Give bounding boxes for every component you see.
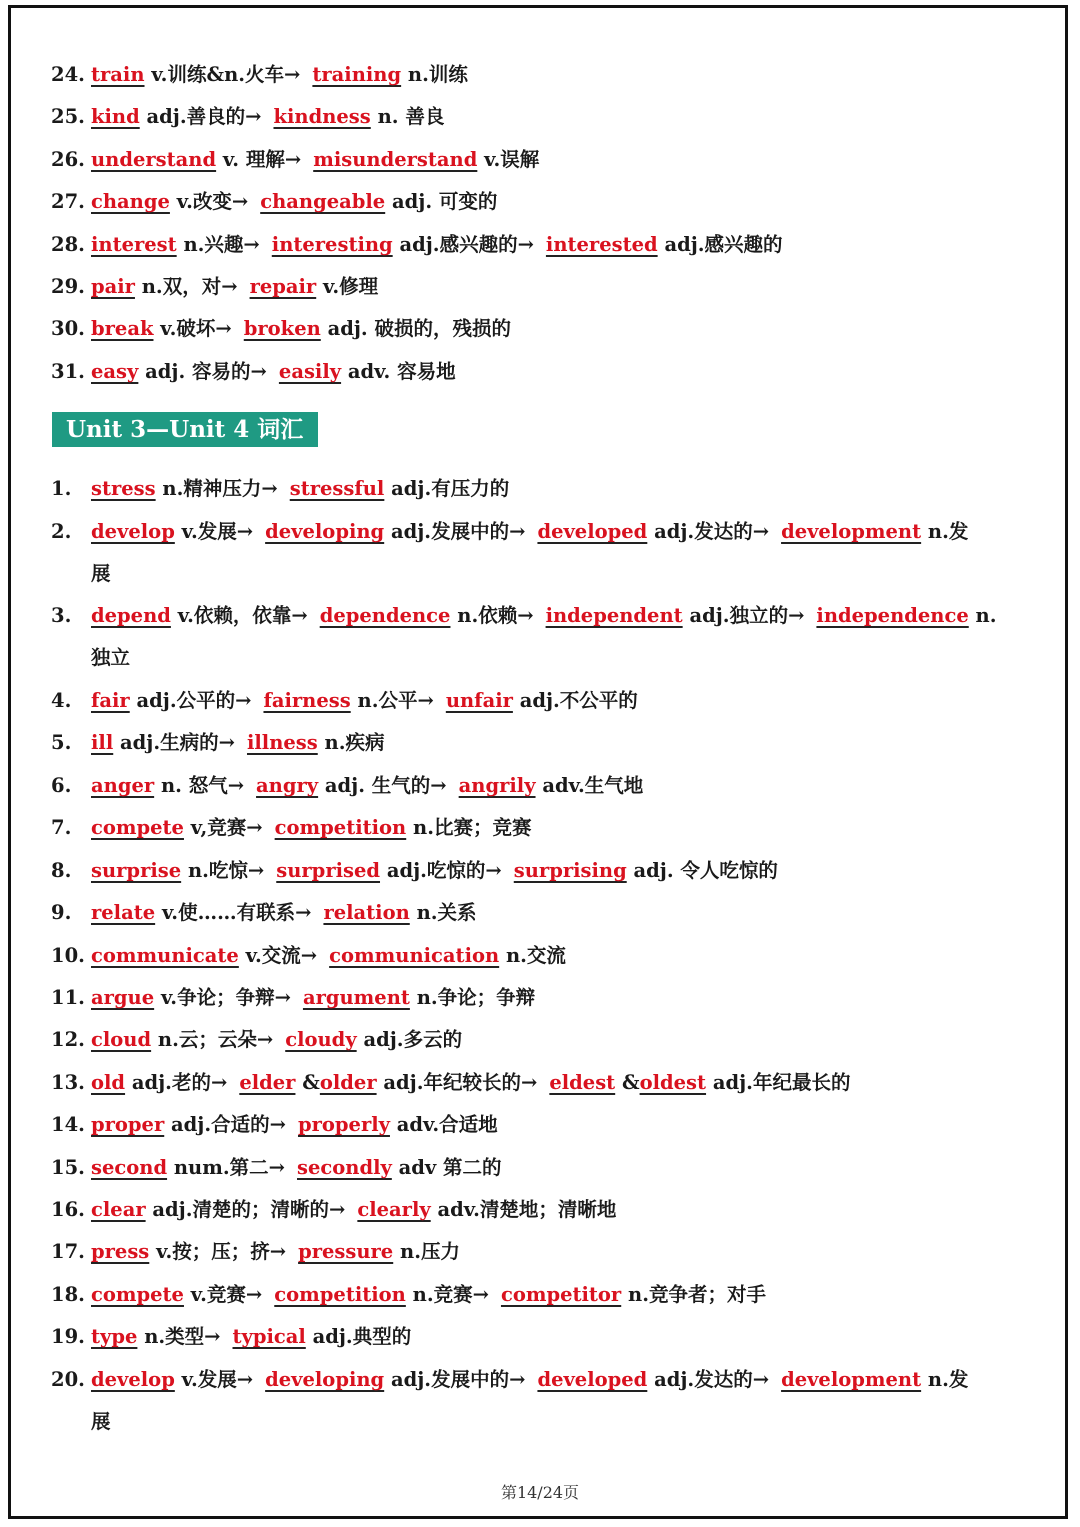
vocab-word: typical (232, 1325, 306, 1348)
vocab-word: train (91, 63, 145, 86)
item-number: 16. (51, 1198, 85, 1221)
word-meaning: adj.发展中的→ (390, 1368, 526, 1391)
vocab-row (51, 815, 1040, 841)
vocab-word: compete (91, 1283, 184, 1306)
vocab-row (51, 62, 1040, 88)
word-meaning: n.压力 (400, 1240, 460, 1263)
vocab-word: developed (537, 520, 648, 543)
word-meaning: adj. 容易的→ (145, 360, 267, 383)
vocab-word: second (91, 1156, 168, 1179)
item-number: 20. (51, 1368, 85, 1391)
vocab-word: oldest (639, 1071, 707, 1094)
vocab-word: kind (91, 105, 140, 128)
word-meaning: n.疾病 (324, 731, 385, 754)
item-number: 7. (51, 816, 72, 839)
vocab-word: developed (537, 1368, 648, 1391)
word-meaning: adj.公平的→ (136, 689, 252, 712)
vocab-word: interesting (271, 233, 393, 256)
vocab-row (51, 1282, 1040, 1308)
item-number: 10. (51, 944, 85, 967)
vocab-row (51, 1027, 1040, 1053)
vocab-row (51, 595, 1040, 679)
vocab-row (51, 1070, 1040, 1096)
vocab-word: elder (239, 1071, 296, 1094)
word-meaning: adj.有压力的 (391, 477, 510, 500)
meaning-continuation: 展 (91, 1410, 111, 1433)
vocab-word: ill (91, 731, 114, 754)
word-meaning: v.依赖，依靠→ (177, 604, 308, 627)
vocab-word: understand (91, 148, 217, 171)
vocab-word: properly (297, 1113, 390, 1136)
word-meaning: n.竞争者；对手 (628, 1283, 766, 1306)
vocab-word: change (91, 190, 170, 213)
vocab-row (51, 1112, 1040, 1138)
word-meaning: v.发展→ (181, 520, 254, 543)
item-number: 15. (51, 1156, 85, 1179)
word-meaning: adj.典型的 (312, 1325, 412, 1348)
word-meaning: n.关系 (416, 901, 477, 924)
word-meaning: adv.清楚地；清晰地 (437, 1198, 617, 1221)
vocab-word: develop (91, 520, 175, 543)
vocab-word: clear (91, 1198, 146, 1221)
vocab-word: misunderstand (313, 148, 478, 171)
vocab-word: independence (816, 604, 969, 627)
word-meaning: n.比赛；竞赛 (413, 816, 532, 839)
vocab-word: angrily (458, 774, 536, 797)
item-number: 13. (51, 1071, 85, 1094)
vocab-word: develop (91, 1368, 175, 1391)
word-meaning: n.交流 (505, 944, 566, 967)
vocab-row (51, 316, 1040, 342)
vocab-word: interested (545, 233, 658, 256)
meaning-continuation: 独立 (91, 646, 131, 669)
vocab-row (51, 476, 1040, 502)
vocab-word: dependence (319, 604, 451, 627)
item-number: 9. (51, 901, 72, 924)
item-number: 3. (51, 604, 72, 627)
item-number: 4. (51, 689, 72, 712)
word-meaning: v.争论；争辩→ (160, 986, 291, 1009)
word-meaning: adv. 容易地 (347, 360, 456, 383)
vocab-row (51, 900, 1040, 926)
word-meaning: v,竞赛→ (190, 816, 263, 839)
section-title: Unit 3—Unit 4 词汇 (66, 416, 304, 443)
word-meaning: adj.老的→ (131, 1071, 228, 1094)
word-meaning: adv 第二的 (398, 1156, 502, 1179)
word-meaning: v.改变→ (176, 190, 249, 213)
item-number: 24. (51, 63, 85, 86)
vocab-word: broken (243, 317, 321, 340)
vocab-word: kindness (273, 105, 371, 128)
vocab-word: developing (265, 1368, 385, 1391)
vocab-word: angry (256, 774, 319, 797)
word-meaning: v.使……有联系→ (161, 901, 312, 924)
vocab-word: compete (91, 816, 184, 839)
vocab-row (51, 1359, 1040, 1443)
page-number: 第14/24页 (500, 1483, 580, 1502)
vocab-word: argue (91, 986, 155, 1009)
word-meaning: num.第二→ (173, 1156, 285, 1179)
vocab-row (51, 1155, 1040, 1181)
vocab-word: argument (302, 986, 410, 1009)
vocab-row (51, 1197, 1040, 1223)
vocab-word: clearly (357, 1198, 431, 1221)
item-number: 1. (51, 477, 72, 500)
word-meaning: n.发 (927, 520, 969, 543)
item-number: 17. (51, 1240, 85, 1263)
vocab-word: relate (91, 901, 156, 924)
item-number: 11. (51, 986, 85, 1009)
word-meaning: adj.发达的→ (654, 520, 770, 543)
vocab-word: easily (278, 360, 342, 383)
vocab-word: cloud (91, 1028, 152, 1051)
word-meaning: adj.感兴趣的 (664, 233, 783, 256)
vocab-word: development (781, 1368, 922, 1391)
word-meaning: adj.生病的→ (120, 731, 235, 754)
word-meaning: adj.年纪较长的→ (383, 1071, 538, 1094)
vocab-word: fair (91, 689, 130, 712)
vocab-row (51, 274, 1040, 300)
word-meaning: n.依赖→ (457, 604, 534, 627)
vocab-row (51, 730, 1040, 756)
vocab-word: stress (91, 477, 156, 500)
word-meaning: adj.合适的→ (171, 1113, 286, 1136)
word-meaning: v.发展→ (181, 1368, 254, 1391)
word-meaning: v.训练&n.火车→ (151, 63, 301, 86)
word-meaning: adv.合适地 (396, 1113, 498, 1136)
vocab-row (51, 189, 1040, 215)
vocab-word: cloudy (285, 1028, 357, 1051)
vocab-word: development (781, 520, 922, 543)
item-number: 27. (51, 190, 85, 213)
vocab-row (51, 858, 1040, 884)
vocab-word: surprise (91, 859, 182, 882)
word-meaning: n.公平→ (357, 689, 434, 712)
vocab-row (51, 943, 1040, 969)
meaning-continuation: 展 (91, 562, 111, 585)
vocab-word: competitor (500, 1283, 622, 1306)
word-meaning: v.交流→ (245, 944, 318, 967)
word-meaning: adj.多云的 (363, 1028, 463, 1051)
word-meaning: n.争论；争辩 (416, 986, 536, 1009)
item-number: 6. (51, 774, 72, 797)
vocab-word: changeable (260, 190, 386, 213)
vocab-word: pressure (298, 1240, 394, 1263)
vocab-word: training (312, 63, 402, 86)
word-meaning: n.竞赛→ (412, 1283, 489, 1306)
vocab-row (51, 985, 1040, 1011)
vocab-word: older (319, 1071, 377, 1094)
vocab-word: anger (91, 774, 155, 797)
item-number: 25. (51, 105, 85, 128)
vocab-word: relation (323, 901, 410, 924)
item-number: 19. (51, 1325, 85, 1348)
word-meaning: n. 善良 (377, 105, 445, 128)
vocab-word: independent (545, 604, 683, 627)
vocab-word: illness (246, 731, 318, 754)
vocab-word: old (91, 1071, 126, 1094)
vocab-word: secondly (297, 1156, 392, 1179)
word-meaning: n.吃惊→ (187, 859, 265, 882)
word-meaning: adj. 生气的→ (324, 774, 447, 797)
item-number: 12. (51, 1028, 85, 1051)
word-meaning: v.破坏→ (160, 317, 232, 340)
vocab-word: competition (274, 1283, 406, 1306)
vocab-word: developing (265, 520, 385, 543)
word-meaning: adj.发达的→ (654, 1368, 770, 1391)
vocab-row (51, 1324, 1040, 1350)
vocab-word: type (91, 1325, 138, 1348)
word-meaning: & (302, 1071, 320, 1094)
word-meaning: v.修理 (323, 275, 379, 298)
section-header (52, 412, 318, 447)
item-number: 30. (51, 317, 85, 340)
item-number: 31. (51, 360, 85, 383)
word-meaning: v.误解 (484, 148, 540, 171)
word-meaning: adj.感兴趣的→ (399, 233, 534, 256)
word-meaning: adj.独立的→ (689, 604, 805, 627)
vocab-row (51, 104, 1040, 130)
vocab-row (51, 359, 1040, 385)
vocab-word: break (91, 317, 154, 340)
word-meaning: n.双，对→ (141, 275, 238, 298)
vocab-word: fairness (263, 689, 351, 712)
item-number: 2. (51, 520, 72, 543)
word-meaning: v. 理解→ (222, 148, 302, 171)
vocab-word: unfair (445, 689, 513, 712)
word-meaning: v.竞赛→ (190, 1283, 263, 1306)
word-meaning: adj.发展中的→ (390, 520, 526, 543)
vocab-word: interest (91, 233, 177, 256)
item-number: 18. (51, 1283, 85, 1306)
vocab-word: pair (91, 275, 135, 298)
vocab-row (51, 773, 1040, 799)
vocab-word: easy (91, 360, 139, 383)
vocab-word: eldest (549, 1071, 616, 1094)
word-meaning: adj.年纪最长的 (712, 1071, 851, 1094)
vocab-row (51, 147, 1040, 173)
vocab-word: press (91, 1240, 150, 1263)
vocab-row (51, 1239, 1040, 1265)
item-number: 14. (51, 1113, 85, 1136)
item-number: 28. (51, 233, 85, 256)
word-meaning: adj.善良的→ (146, 105, 262, 128)
word-meaning: adj.不公平的 (519, 689, 638, 712)
vocab-row (51, 232, 1040, 258)
vocab-word: stressful (289, 477, 385, 500)
word-meaning: n.发 (927, 1368, 969, 1391)
word-meaning: adv.生气地 (542, 774, 644, 797)
item-number: 5. (51, 731, 72, 754)
word-meaning: n.精神压力→ (162, 477, 278, 500)
word-meaning: n.云；云朵→ (157, 1028, 274, 1051)
item-number: 8. (51, 859, 72, 882)
vocab-word: proper (91, 1113, 165, 1136)
word-meaning: v.按；压；挤→ (156, 1240, 287, 1263)
vocab-row (51, 511, 1040, 595)
word-meaning: n. (975, 604, 997, 627)
word-meaning: & (621, 1071, 640, 1094)
vocab-word: competition (274, 816, 407, 839)
word-meaning: n. 怒气→ (160, 774, 245, 797)
word-meaning: n.训练 (407, 63, 468, 86)
vocab-word: communication (329, 944, 500, 967)
word-meaning: adj. 破损的，残损的 (327, 317, 511, 340)
word-meaning: adj.吃惊的→ (386, 859, 502, 882)
word-meaning: n.类型→ (144, 1325, 221, 1348)
word-meaning: adj. 令人吃惊的 (633, 859, 778, 882)
vocab-row (51, 688, 1040, 714)
vocab-word: depend (91, 604, 171, 627)
item-number: 29. (51, 275, 85, 298)
vocab-word: surprised (276, 859, 381, 882)
word-meaning: adj. 可变的 (392, 190, 498, 213)
vocab-word: repair (249, 275, 317, 298)
word-meaning: adj.清楚的；清晰的→ (152, 1198, 346, 1221)
word-meaning: n.兴趣→ (183, 233, 260, 256)
vocab-word: communicate (91, 944, 239, 967)
item-number: 26. (51, 148, 85, 171)
vocab-word: surprising (513, 859, 627, 882)
